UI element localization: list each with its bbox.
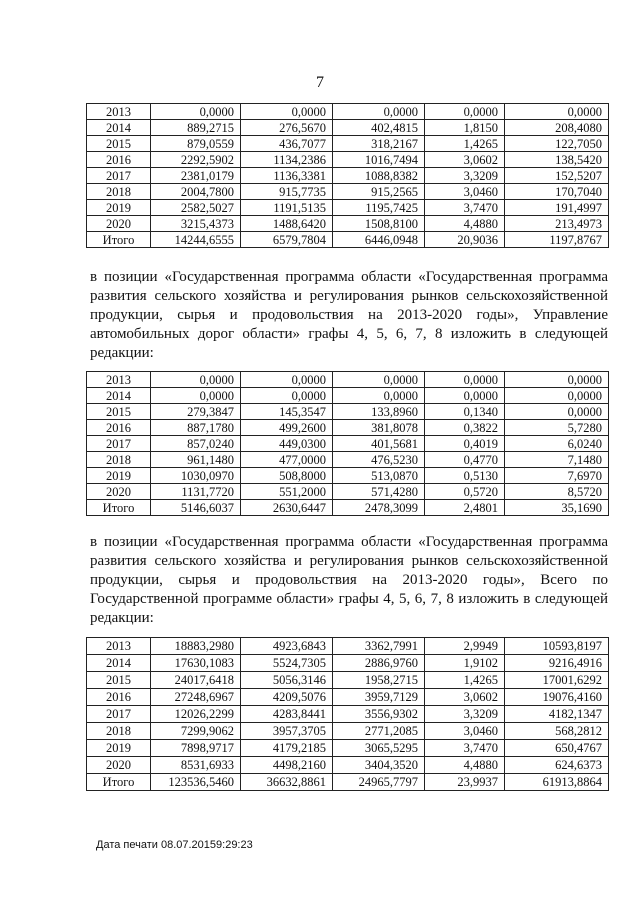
value-cell: 650,4767 [505, 740, 609, 757]
value-cell: 4179,2185 [241, 740, 333, 757]
table-row [87, 468, 609, 484]
value-cell: 3,3209 [425, 706, 505, 723]
value-cell: 2478,3099 [333, 500, 425, 516]
value-cell: 208,4080 [505, 120, 609, 136]
value-cell: 1195,7425 [333, 200, 425, 216]
value-cell: 123536,5460 [151, 774, 241, 791]
value-cell: 915,7735 [241, 184, 333, 200]
value-cell: 138,5420 [505, 152, 609, 168]
amendment-paragraph-2: в позиции «Государственная программа области «Государственная программа развития сельского хозяйства и регулирования рынков сельскохозяйственной продукции, сырья и продовольствия на 2013-2020 годы», Всего по Государственной программе области» графы 4, 5, 6, 7, 8 изложить в следующей редакции: [90, 534, 608, 626]
value-cell: 4923,6843 [241, 638, 333, 655]
table-row [87, 404, 609, 420]
year-cell: 2013 [87, 638, 151, 655]
year-cell: 2014 [87, 120, 151, 136]
funding-table-1 [86, 103, 609, 248]
year-cell: 2013 [87, 372, 151, 388]
value-cell: 4,4880 [425, 757, 505, 774]
value-cell: 1,4265 [425, 136, 505, 152]
value-cell: 961,1480 [151, 452, 241, 468]
table-row [87, 200, 609, 216]
value-cell: 0,0000 [151, 388, 241, 404]
value-cell: 1,8150 [425, 120, 505, 136]
value-cell: 145,3547 [241, 404, 333, 420]
value-cell: 0,0000 [333, 388, 425, 404]
value-cell: 3,0460 [425, 723, 505, 740]
value-cell: 1,4265 [425, 672, 505, 689]
value-cell: 2,9949 [425, 638, 505, 655]
year-cell: 2020 [87, 757, 151, 774]
value-cell: 1508,8100 [333, 216, 425, 232]
value-cell: 2004,7800 [151, 184, 241, 200]
table-row [87, 184, 609, 200]
value-cell: 12026,2299 [151, 706, 241, 723]
year-cell: 2019 [87, 468, 151, 484]
year-cell: 2017 [87, 168, 151, 184]
value-cell: 2630,6447 [241, 500, 333, 516]
value-cell: 3,7470 [425, 740, 505, 757]
table-row [87, 484, 609, 500]
value-cell: 3362,7991 [333, 638, 425, 655]
value-cell: 1136,3381 [241, 168, 333, 184]
value-cell: 0,0000 [425, 388, 505, 404]
value-cell: 857,0240 [151, 436, 241, 452]
table-row [87, 104, 609, 120]
year-cell: 2020 [87, 484, 151, 500]
value-cell: 3,7470 [425, 200, 505, 216]
year-cell: 2013 [87, 104, 151, 120]
year-cell: Итого [87, 500, 151, 516]
table-total-row [87, 232, 609, 248]
page-number: 7 [316, 74, 324, 91]
table-row [87, 723, 609, 740]
value-cell: 24017,6418 [151, 672, 241, 689]
value-cell: 1,9102 [425, 655, 505, 672]
value-cell: 1197,8767 [505, 232, 609, 248]
table-row [87, 706, 609, 723]
value-cell: 276,5670 [241, 120, 333, 136]
value-cell: 0,0000 [333, 372, 425, 388]
value-cell: 0,4770 [425, 452, 505, 468]
value-cell: 20,9036 [425, 232, 505, 248]
year-cell: 2018 [87, 452, 151, 468]
table-row [87, 689, 609, 706]
value-cell: 6,0240 [505, 436, 609, 452]
value-cell: 7,6970 [505, 468, 609, 484]
funding-table-3 [86, 637, 609, 791]
value-cell: 1030,0970 [151, 468, 241, 484]
value-cell: 17630,1083 [151, 655, 241, 672]
value-cell: 213,4973 [505, 216, 609, 232]
table-row [87, 120, 609, 136]
value-cell: 3,0602 [425, 152, 505, 168]
table-row [87, 740, 609, 757]
value-cell: 6446,0948 [333, 232, 425, 248]
value-cell: 27248,6967 [151, 689, 241, 706]
table-row [87, 420, 609, 436]
value-cell: 2582,5027 [151, 200, 241, 216]
table-row [87, 152, 609, 168]
value-cell: 402,4815 [333, 120, 425, 136]
value-cell: 3959,7129 [333, 689, 425, 706]
table-row [87, 655, 609, 672]
table-total-row [87, 774, 609, 791]
year-cell: 2014 [87, 655, 151, 672]
value-cell: 36632,8861 [241, 774, 333, 791]
value-cell: 1958,2715 [333, 672, 425, 689]
value-cell: 0,0000 [151, 372, 241, 388]
table-row [87, 136, 609, 152]
value-cell: 4209,5076 [241, 689, 333, 706]
value-cell: 5056,3146 [241, 672, 333, 689]
value-cell: 152,5207 [505, 168, 609, 184]
value-cell: 23,9937 [425, 774, 505, 791]
value-cell: 17001,6292 [505, 672, 609, 689]
table-row [87, 757, 609, 774]
value-cell: 879,0559 [151, 136, 241, 152]
year-cell: Итого [87, 774, 151, 791]
value-cell: 1016,7494 [333, 152, 425, 168]
value-cell: 279,3847 [151, 404, 241, 420]
table-row [87, 436, 609, 452]
value-cell: 9216,4916 [505, 655, 609, 672]
value-cell: 7898,9717 [151, 740, 241, 757]
value-cell: 2886,9760 [333, 655, 425, 672]
amendment-paragraph-1: в позиции «Государственная программа области «Государственная программа развития сельского хозяйства и регулирования рынков сельскохозяйственной продукции, сырья и продовольствия на 2013-2020 годы», Управление автомобильных дорог области» графы 4, 5, 6, 7, 8 изложить в следующей редакции: [90, 269, 608, 361]
value-cell: 0,5130 [425, 468, 505, 484]
value-cell: 3556,9302 [333, 706, 425, 723]
value-cell: 3,0460 [425, 184, 505, 200]
value-cell: 887,1780 [151, 420, 241, 436]
table-row [87, 388, 609, 404]
value-cell: 18883,2980 [151, 638, 241, 655]
value-cell: 568,2812 [505, 723, 609, 740]
value-cell: 0,0000 [241, 104, 333, 120]
value-cell: 0,0000 [505, 104, 609, 120]
year-cell: 2017 [87, 436, 151, 452]
value-cell: 624,6373 [505, 757, 609, 774]
value-cell: 4498,2160 [241, 757, 333, 774]
table-row [87, 452, 609, 468]
value-cell: 0,3822 [425, 420, 505, 436]
value-cell: 14244,6555 [151, 232, 241, 248]
value-cell: 3065,5295 [333, 740, 425, 757]
value-cell: 0,0000 [425, 372, 505, 388]
year-cell: 2015 [87, 672, 151, 689]
year-cell: 2017 [87, 706, 151, 723]
value-cell: 7299,9062 [151, 723, 241, 740]
value-cell: 0,0000 [505, 372, 609, 388]
value-cell: 0,4019 [425, 436, 505, 452]
value-cell: 61913,8864 [505, 774, 609, 791]
value-cell: 571,4280 [333, 484, 425, 500]
value-cell: 476,5230 [333, 452, 425, 468]
value-cell: 5146,6037 [151, 500, 241, 516]
value-cell: 1191,5135 [241, 200, 333, 216]
value-cell: 170,7040 [505, 184, 609, 200]
value-cell: 0,0000 [505, 388, 609, 404]
value-cell: 35,1690 [505, 500, 609, 516]
value-cell: 0,0000 [425, 104, 505, 120]
value-cell: 3957,3705 [241, 723, 333, 740]
value-cell: 3,0602 [425, 689, 505, 706]
year-cell: Итого [87, 232, 151, 248]
value-cell: 508,8000 [241, 468, 333, 484]
value-cell: 7,1480 [505, 452, 609, 468]
table-row [87, 672, 609, 689]
value-cell: 513,0870 [333, 468, 425, 484]
value-cell: 2292,5902 [151, 152, 241, 168]
value-cell: 0,0000 [241, 388, 333, 404]
value-cell: 1134,2386 [241, 152, 333, 168]
table-row [87, 372, 609, 388]
value-cell: 1488,6420 [241, 216, 333, 232]
value-cell: 2771,2085 [333, 723, 425, 740]
funding-table-2 [86, 371, 609, 516]
value-cell: 191,4997 [505, 200, 609, 216]
value-cell: 401,5681 [333, 436, 425, 452]
value-cell: 2,4801 [425, 500, 505, 516]
value-cell: 0,0000 [505, 404, 609, 420]
year-cell: 2019 [87, 200, 151, 216]
year-cell: 2020 [87, 216, 151, 232]
value-cell: 318,2167 [333, 136, 425, 152]
value-cell: 0,0000 [333, 104, 425, 120]
value-cell: 5,7280 [505, 420, 609, 436]
value-cell: 499,2600 [241, 420, 333, 436]
table-row [87, 638, 609, 655]
value-cell: 449,0300 [241, 436, 333, 452]
value-cell: 6579,7804 [241, 232, 333, 248]
value-cell: 8531,6933 [151, 757, 241, 774]
year-cell: 2015 [87, 404, 151, 420]
value-cell: 0,5720 [425, 484, 505, 500]
table-row [87, 216, 609, 232]
value-cell: 5524,7305 [241, 655, 333, 672]
year-cell: 2016 [87, 420, 151, 436]
value-cell: 889,2715 [151, 120, 241, 136]
table-total-row [87, 500, 609, 516]
value-cell: 3215,4373 [151, 216, 241, 232]
value-cell: 19076,4160 [505, 689, 609, 706]
value-cell: 2381,0179 [151, 168, 241, 184]
year-cell: 2016 [87, 689, 151, 706]
print-date-footer: Дата печати 08.07.20159:29:23 [96, 839, 253, 851]
value-cell: 477,0000 [241, 452, 333, 468]
value-cell: 1131,7720 [151, 484, 241, 500]
year-cell: 2015 [87, 136, 151, 152]
value-cell: 0,0000 [151, 104, 241, 120]
year-cell: 2016 [87, 152, 151, 168]
year-cell: 2014 [87, 388, 151, 404]
value-cell: 551,2000 [241, 484, 333, 500]
value-cell: 915,2565 [333, 184, 425, 200]
value-cell: 8,5720 [505, 484, 609, 500]
value-cell: 4,4880 [425, 216, 505, 232]
value-cell: 3,3209 [425, 168, 505, 184]
value-cell: 10593,8197 [505, 638, 609, 655]
value-cell: 4283,8441 [241, 706, 333, 723]
value-cell: 381,8078 [333, 420, 425, 436]
value-cell: 24965,7797 [333, 774, 425, 791]
value-cell: 0,1340 [425, 404, 505, 420]
value-cell: 436,7077 [241, 136, 333, 152]
year-cell: 2019 [87, 740, 151, 757]
value-cell: 133,8960 [333, 404, 425, 420]
value-cell: 1088,8382 [333, 168, 425, 184]
value-cell: 0,0000 [241, 372, 333, 388]
year-cell: 2018 [87, 184, 151, 200]
table-row [87, 168, 609, 184]
value-cell: 122,7050 [505, 136, 609, 152]
value-cell: 3404,3520 [333, 757, 425, 774]
year-cell: 2018 [87, 723, 151, 740]
value-cell: 4182,1347 [505, 706, 609, 723]
